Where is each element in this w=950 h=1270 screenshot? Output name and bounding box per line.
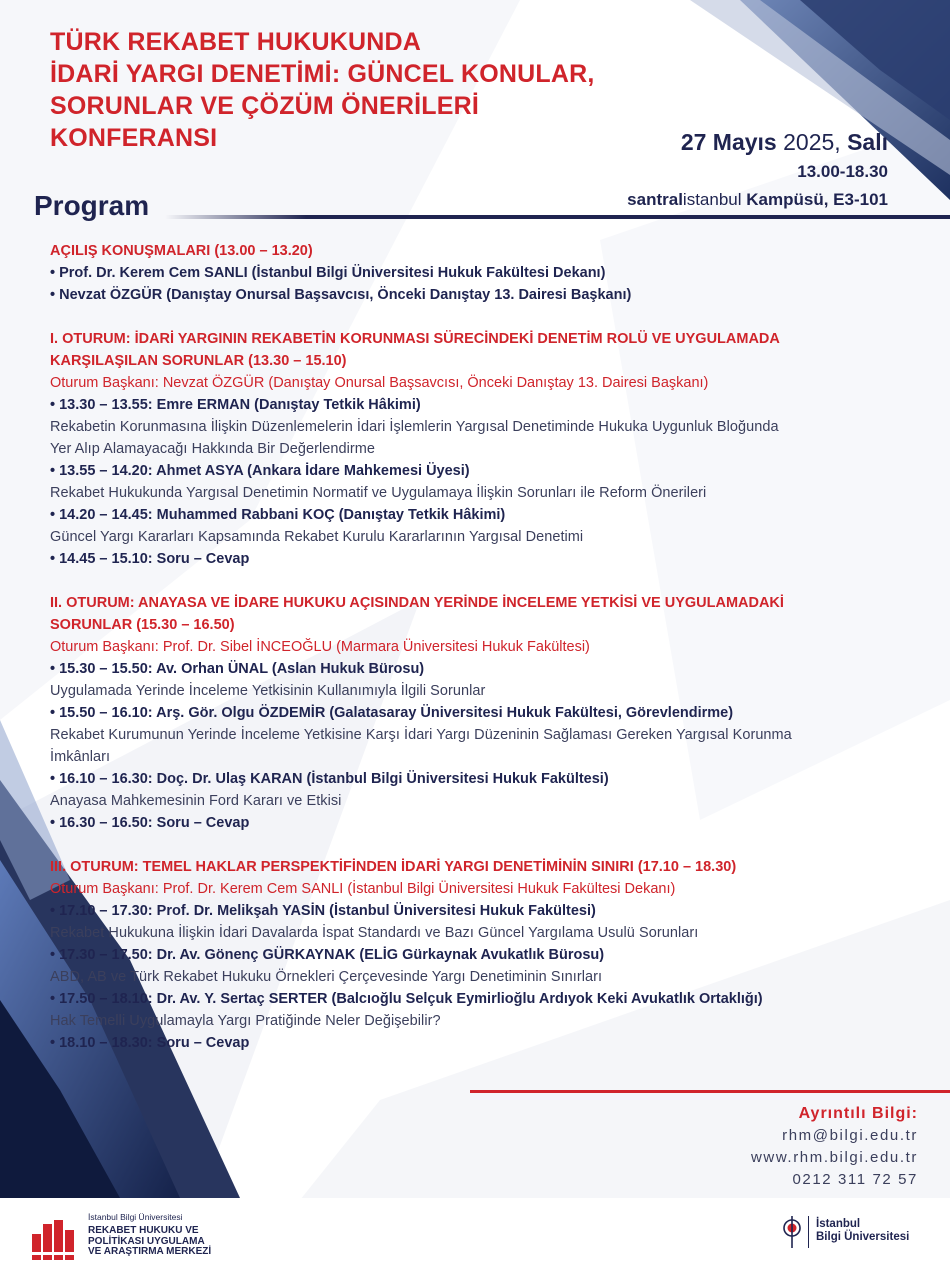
session-title: SORUNLAR (15.30 – 16.50) xyxy=(50,617,235,633)
speaker-line: • 17.30 – 17.50: Dr. Av. Gönenç GÜRKAYNAK (ELİG Gürkaynak Avukatlık Bürosu) xyxy=(50,947,605,963)
speaker-line: • Nevzat ÖZGÜR (Danıştay Onursal Başsavcısı, Önceki Danıştay 13. Dairesi Başkanı) xyxy=(50,287,632,303)
speaker-line: • 16.10 – 16.30: Doç. Dr. Ulaş KARAN (İstanbul Bilgi Üniversitesi Hukuk Fakültesi) xyxy=(50,771,609,787)
rhm-name-line: POLİTİKASI UYGULAMA xyxy=(88,1235,205,1247)
session-title: I. OTURUM: İDARİ YARGININ REKABETİN KORUNMASI SÜRECİNDEKİ DENETİM ROLÜ VE UYGULAMADA xyxy=(50,331,780,347)
title-line: KONFERANSI xyxy=(50,124,218,152)
program-divider xyxy=(165,215,950,219)
talk-title: Rekabet Hukukuna İlişkin İdari Davalarda İspat Standardı ve Bazı Güncel Yargılama Usulü Sorunları xyxy=(50,925,699,941)
conference-title xyxy=(50,26,700,154)
contact-label: Ayrıntılı Bilgi: xyxy=(798,1105,918,1122)
bilgi-name xyxy=(816,1218,909,1244)
talk-title: Anayasa Mahkemesinin Ford Kararı ve Etkisi xyxy=(50,793,342,809)
event-info xyxy=(627,126,888,212)
title-line: TÜRK REKABET HUKUKUNDA xyxy=(50,28,422,56)
date-weekday: Salı xyxy=(847,129,888,155)
qa-line: • 18.10 – 18.30: Soru – Cevap xyxy=(50,1035,250,1051)
bilgi-separator xyxy=(808,1216,809,1248)
contact-info xyxy=(751,1103,918,1191)
talk-title: Rekabet Kurumunun Yerinde İnceleme Yetkisine Karşı İdari Yargı Düzeninin Sağlaması Gereken Yargısal Korunma xyxy=(50,727,792,743)
session-title: II. OTURUM: ANAYASA VE İDARE HUKUKU AÇISINDAN YERİNDE İNCELEME YETKİSİ VE UYGULAMADAKİ xyxy=(50,595,784,611)
qa-line: • 16.30 – 16.50: Soru – Cevap xyxy=(50,815,250,831)
program-list xyxy=(50,240,935,1054)
contact-website[interactable]: www.rhm.bilgi.edu.tr xyxy=(750,1149,918,1166)
title-line: SORUNLAR VE ÇÖZÜM ÖNERİLERİ xyxy=(50,92,480,120)
session-title: AÇILIŞ KONUŞMALARI (13.00 – 13.20) xyxy=(50,243,313,259)
bilgi-name-line: Bilgi Üniversitesi xyxy=(816,1231,910,1243)
talk-title: Uygulamada Yerinde İnceleme Yetkisinin Kullanımıyla İlgili Sorunlar xyxy=(50,683,486,699)
event-venue xyxy=(627,188,888,212)
program-heading: Program xyxy=(34,190,150,221)
rhm-university: İstanbul Bilgi Üniversitesi xyxy=(88,1212,183,1222)
speaker-line: • 13.55 – 14.20: Ahmet ASYA (Ankara İdare Mahkemesi Üyesi) xyxy=(50,463,470,479)
contact-email[interactable]: rhm@bilgi.edu.tr xyxy=(782,1127,918,1144)
talk-title: Rekabet Hukukunda Yargısal Denetimin Normatif ve Uygulamaya İlişkin Sorunları ile Reform Önerileri xyxy=(50,485,707,501)
bilgi-name-line: İstanbul xyxy=(816,1218,861,1230)
venue-brand-light: istanbul xyxy=(682,190,742,209)
speaker-line: • 17.50 – 18.10: Dr. Av. Y. Sertaç SERTER (Balcıoğlu Selçuk Eymirlioğlu Ardıyok Keki Avukatlık Ortaklığı) xyxy=(50,991,763,1007)
date-year: 2025, xyxy=(783,129,841,155)
speaker-line: • 14.20 – 14.45: Muhammed Rabbani KOÇ (Danıştay Tetkik Hâkimi) xyxy=(50,507,506,523)
rhm-bars-icon xyxy=(32,1220,76,1260)
rhm-logo xyxy=(32,1206,292,1262)
session-chair: Oturum Başkanı: Nevzat ÖZGÜR (Danıştay Onursal Başsavcısı, Önceki Danıştay 13. Dairesi Başkanı) xyxy=(50,375,709,391)
qa-line: • 14.45 – 15.10: Soru – Cevap xyxy=(50,551,250,567)
session-chair: Oturum Başkanı: Prof. Dr. Sibel İNCEOĞLU (Marmara Üniversitesi Hukuk Fakültesi) xyxy=(50,639,590,655)
title-line: İDARİ YARGI DENETİMİ: GÜNCEL KONULAR, xyxy=(50,60,595,88)
venue-place: Kampüsü, E3-101 xyxy=(746,190,888,209)
rhm-name-line: REKABET HUKUKU VE xyxy=(88,1225,199,1236)
contact-phone: 0212 311 72 57 xyxy=(792,1171,918,1188)
date-day: 27 Mayıs xyxy=(680,129,777,155)
talk-title: Yer Alıp Alamayacağı Hakkında Bir Değerlendirme xyxy=(50,441,376,457)
venue-brand-bold: santral xyxy=(627,190,683,209)
session-title: III. OTURUM: TEMEL HAKLAR PERSPEKTİFİNDEN İDARİ YARGI DENETİMİNİN SINIRI (17.10 – 18.30) xyxy=(50,859,737,875)
session-chair: Oturum Başkanı: Prof. Dr. Kerem Cem SANLI (İstanbul Bilgi Üniversitesi Hukuk Fakültesi Dekanı) xyxy=(50,881,676,897)
session-title: KARŞILAŞILAN SORUNLAR (13.30 – 15.10) xyxy=(50,353,347,369)
talk-title: Güncel Yargı Kararları Kapsamında Rekabet Kurulu Kararlarının Yargısal Denetimi xyxy=(50,529,584,545)
speaker-line: • 13.30 – 13.55: Emre ERMAN (Danıştay Tetkik Hâkimi) xyxy=(50,397,421,413)
bilgi-logo xyxy=(778,1214,928,1254)
speaker-line: • Prof. Dr. Kerem Cem SANLI (İstanbul Bilgi Üniversitesi Hukuk Fakültesi Dekanı) xyxy=(50,265,606,281)
footer xyxy=(0,1198,950,1270)
speaker-line: • 17.10 – 17.30: Prof. Dr. Melikşah YASİN (İstanbul Üniversitesi Hukuk Fakültesi) xyxy=(50,903,596,919)
talk-title: Hak Temelli Uygulamayla Yargı Pratiğinde Neler Değişebilir? xyxy=(50,1013,441,1029)
rhm-name xyxy=(88,1226,211,1258)
rhm-name-line: VE ARAŞTIRMA MERKEZİ xyxy=(88,1246,212,1257)
event-date xyxy=(627,126,888,158)
speaker-line: • 15.30 – 15.50: Av. Orhan ÜNAL (Aslan Hukuk Bürosu) xyxy=(50,661,425,677)
talk-title: ABD, AB ve Türk Rekabet Hukuku Örnekleri Çerçevesinde Yargı Denetiminin Sınırları xyxy=(50,969,603,985)
bilgi-emblem-icon xyxy=(780,1214,804,1250)
talk-title: Rekabetin Korunmasına İlişkin Düzenlemelerin İdari İşlemlerin Yargısal Denetiminde Hukuka Uygunluk Bloğunda xyxy=(50,419,779,435)
event-time: 13.00-18.30 xyxy=(797,162,888,181)
talk-title: İmkânları xyxy=(50,749,111,765)
speaker-line: • 15.50 – 16.10: Arş. Gör. Olgu ÖZDEMİR (Galatasaray Üniversitesi Hukuk Fakültesi, Görevlendirme) xyxy=(50,705,734,721)
